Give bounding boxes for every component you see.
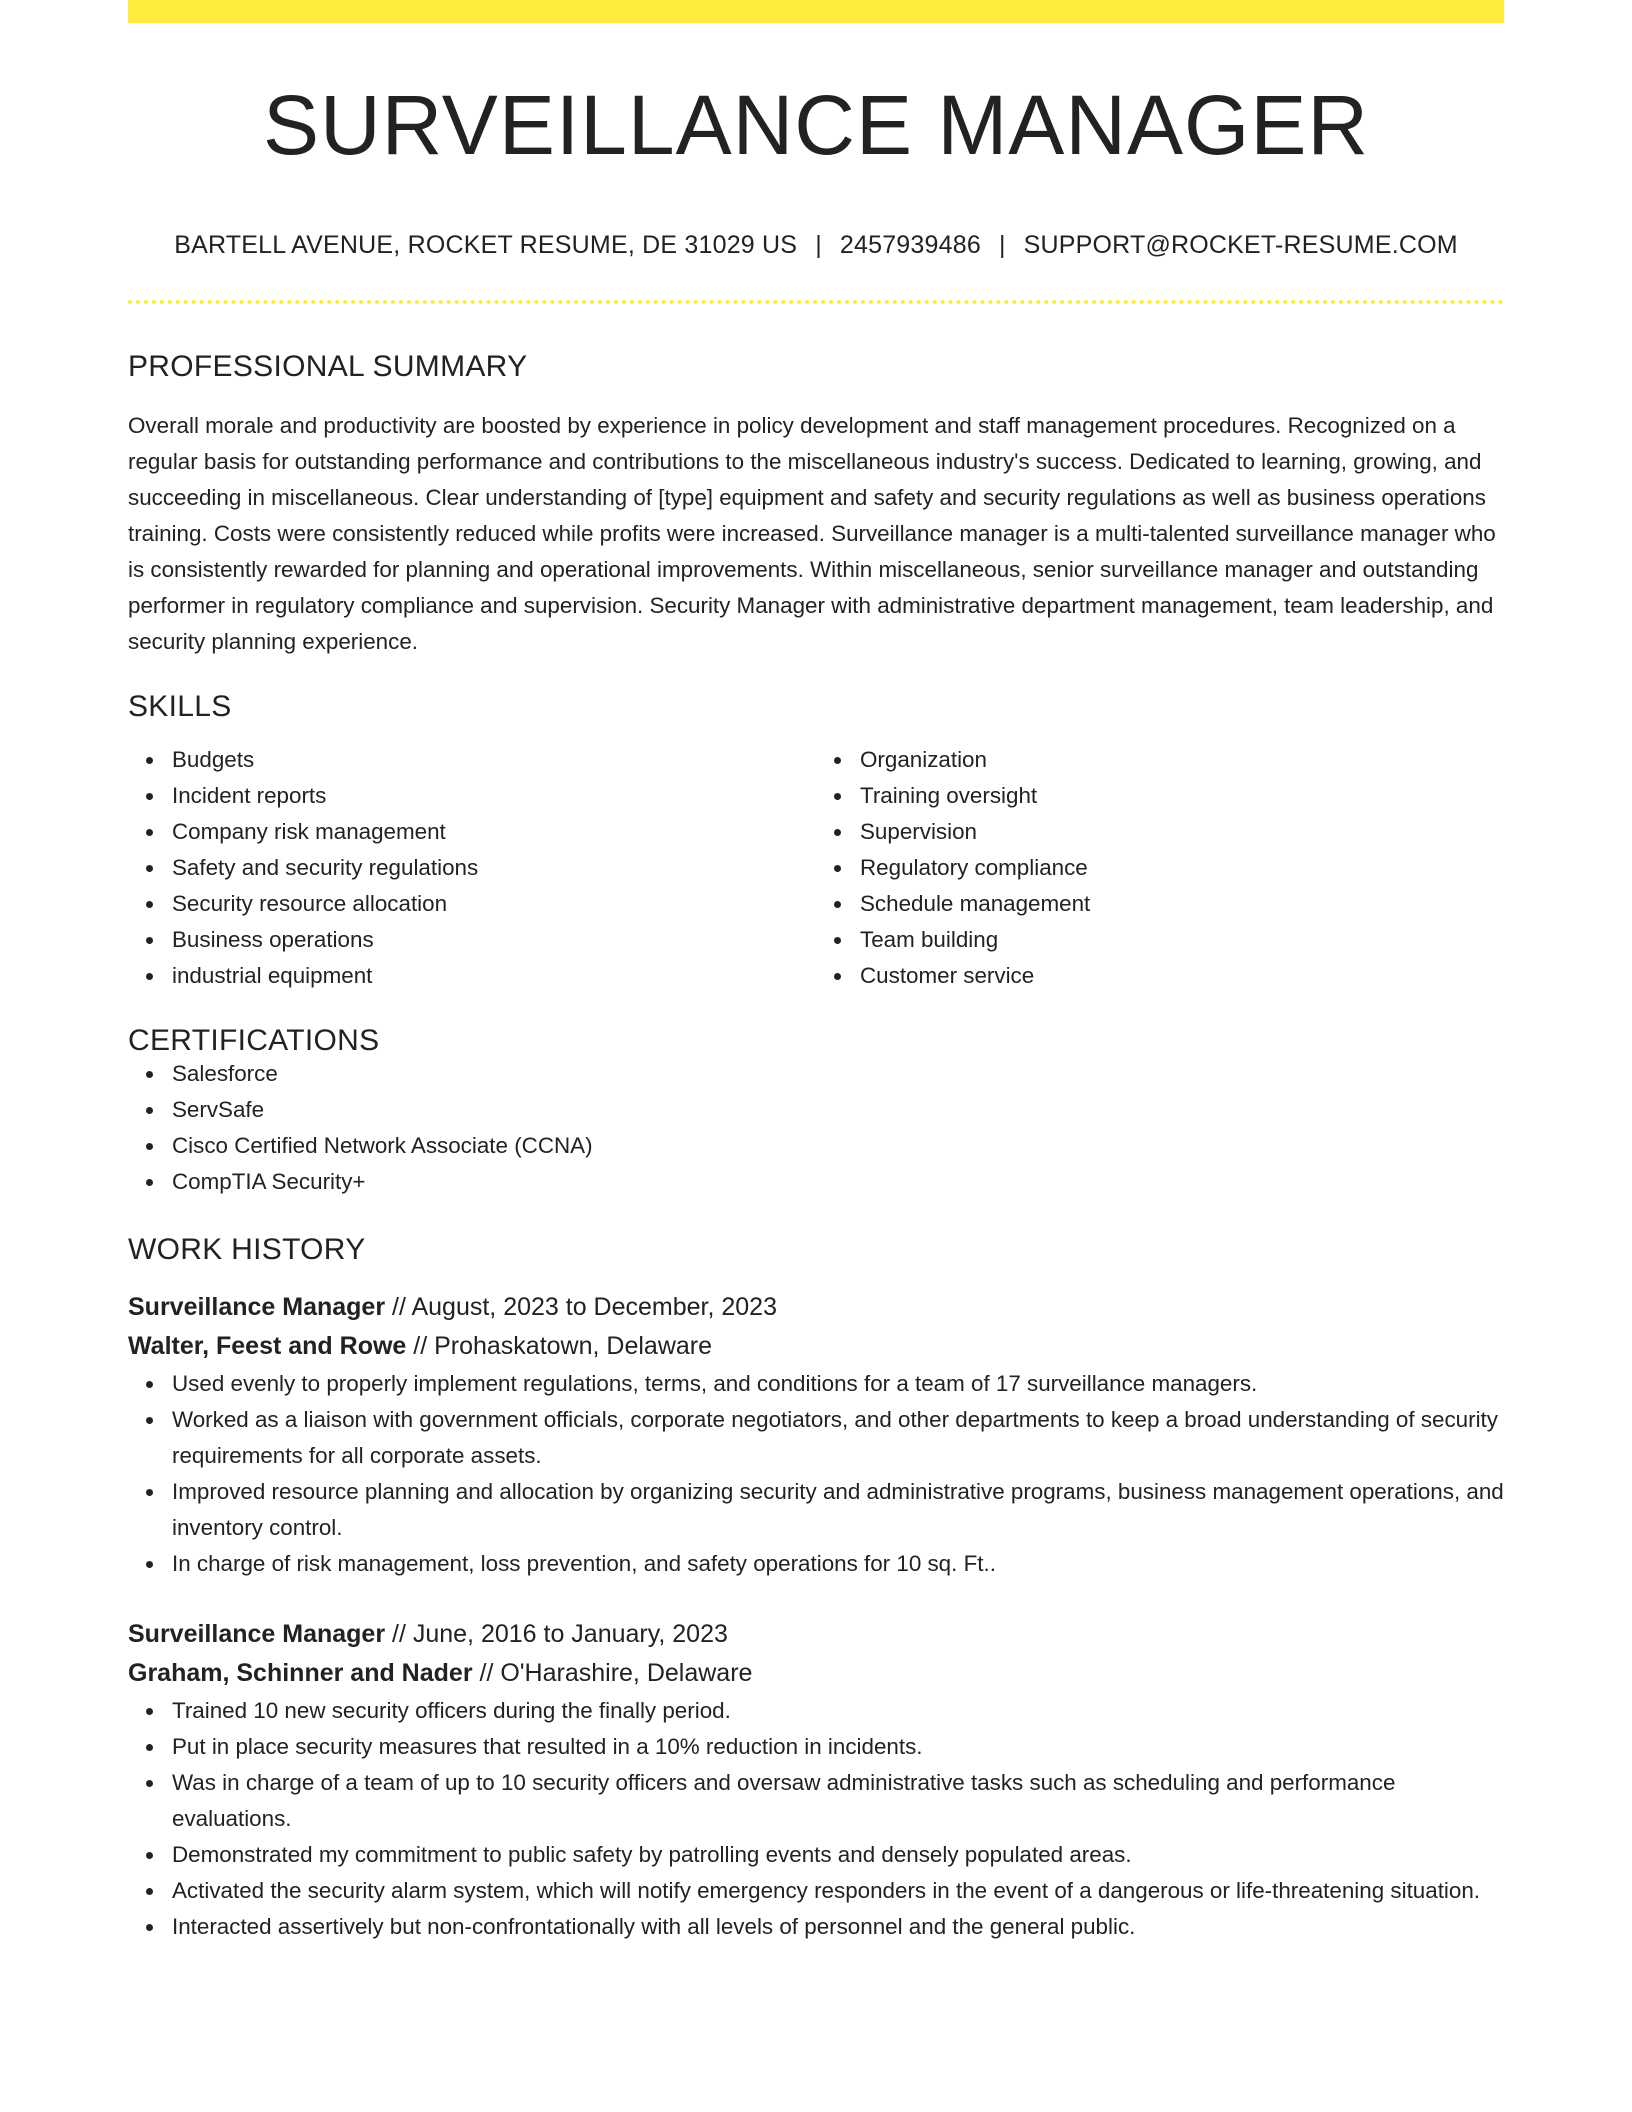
skill-item: Organization xyxy=(860,742,1504,778)
skill-item: Training oversight xyxy=(860,778,1504,814)
contact-separator: | xyxy=(998,231,1006,259)
skills-columns xyxy=(128,742,1504,994)
skill-item: Regulatory compliance xyxy=(860,850,1504,886)
section-title-skills: SKILLS xyxy=(128,690,232,723)
job-bullet: Demonstrated my commitment to public safety by patrolling events and densely populated areas. xyxy=(172,1837,1504,1873)
skill-item: Security resource allocation xyxy=(172,886,816,922)
contact-address: BARTELL AVENUE, ROCKET RESUME, DE 31029 US xyxy=(174,231,798,259)
dotted-divider xyxy=(128,300,1504,304)
job-bullet: In charge of risk management, loss prevention, and safety operations for 10 sq. Ft.. xyxy=(172,1546,1504,1582)
contact-separator: | xyxy=(815,231,822,259)
job-bullet: Activated the security alarm system, which will notify emergency responders in the event of a dangerous or life-threatening situation. xyxy=(172,1873,1504,1909)
skill-item: Company risk management xyxy=(172,814,816,850)
skill-item: Safety and security regulations xyxy=(172,850,816,886)
job-role: Surveillance Manager xyxy=(128,1293,386,1321)
job-location: // O'Harashire, Delaware xyxy=(472,1659,753,1687)
certification-item: ServSafe xyxy=(172,1092,1504,1128)
job-bullet: Was in charge of a team of up to 10 security officers and oversaw administrative tasks such as scheduling and performance evaluations. xyxy=(172,1765,1504,1837)
job-location: // Prohaskatown, Delaware xyxy=(406,1332,713,1360)
job-bullet: Worked as a liaison with government officials, corporate negotiators, and other departments to keep a broad understanding of security requirements for all corporate assets. xyxy=(172,1402,1504,1474)
job-entry xyxy=(128,1615,1504,1945)
accent-top-bar xyxy=(128,0,1504,23)
job-company: Walter, Feest and Rowe xyxy=(128,1332,407,1360)
job-role: Surveillance Manager xyxy=(128,1620,386,1648)
job-dates: // June, 2016 to January, 2023 xyxy=(385,1620,728,1648)
section-title-summary: PROFESSIONAL SUMMARY xyxy=(128,350,528,383)
skills-list-right xyxy=(816,742,1504,994)
skill-item: Supervision xyxy=(860,814,1504,850)
job-bullet: Improved resource planning and allocation by organizing security and administrative programs, business management operations, and inventory control. xyxy=(172,1474,1504,1546)
skill-item: Incident reports xyxy=(172,778,816,814)
skill-item: Customer service xyxy=(860,958,1504,994)
skills-list-left xyxy=(128,742,816,994)
summary-text: Overall morale and productivity are boosted by experience in policy development and staff management procedures. Recognized on a regular basis for outstanding performance and contributions to the miscellaneous industry's success. Dedicated to learning, growing, and succeeding in miscellaneous. Clear understanding of [type] equipment and safety and security regulations as well as business operations training. Costs were consistently reduced while profits were increased. Surveillance manager is a multi-talented surveillance manager who is consistently rewarded for planning and operational improvements. Within miscellaneous, senior surveillance manager and outstanding performer in regulatory compliance and supervision. Security Manager with administrative department management, team leadership, and security planning experience. xyxy=(128,413,1496,654)
contact-line xyxy=(128,233,1504,258)
certification-item: Cisco Certified Network Associate (CCNA) xyxy=(172,1128,1504,1164)
job-bullet: Interacted assertively but non-confrontationally with all levels of personnel and the general public. xyxy=(172,1909,1504,1945)
job-role-line xyxy=(128,1288,1504,1327)
certifications-list xyxy=(128,1056,1504,1200)
candidate-title: SURVEILLANCE MANAGER xyxy=(262,78,1370,172)
job-dates: // August, 2023 to December, 2023 xyxy=(385,1293,777,1321)
section-title-work-history: WORK HISTORY xyxy=(128,1233,366,1266)
skill-item: industrial equipment xyxy=(172,958,816,994)
job-bullet: Used evenly to properly implement regulations, terms, and conditions for a team of 17 surveillance managers. xyxy=(172,1366,1504,1402)
job-bullets xyxy=(128,1366,1504,1582)
resume-page xyxy=(128,0,1504,1945)
contact-email[interactable]: SUPPORT@ROCKET-RESUME.COM xyxy=(1023,231,1458,259)
skill-item: Team building xyxy=(860,922,1504,958)
certification-item: CompTIA Security+ xyxy=(172,1164,1504,1200)
section-title-certifications: CERTIFICATIONS xyxy=(128,1024,380,1057)
job-bullet: Put in place security measures that resulted in a 10% reduction in incidents. xyxy=(172,1729,1504,1765)
job-bullet: Trained 10 new security officers during the finally period. xyxy=(172,1693,1504,1729)
job-company-line xyxy=(128,1327,1504,1366)
skill-item: Budgets xyxy=(172,742,816,778)
certification-item: Salesforce xyxy=(172,1056,1504,1092)
contact-phone: 2457939486 xyxy=(839,231,981,259)
job-role-line xyxy=(128,1615,1504,1654)
job-company-line xyxy=(128,1654,1504,1693)
skill-item: Business operations xyxy=(172,922,816,958)
job-bullets xyxy=(128,1693,1504,1945)
job-company: Graham, Schinner and Nader xyxy=(128,1659,473,1687)
job-entry xyxy=(128,1288,1504,1582)
skill-item: Schedule management xyxy=(860,886,1504,922)
